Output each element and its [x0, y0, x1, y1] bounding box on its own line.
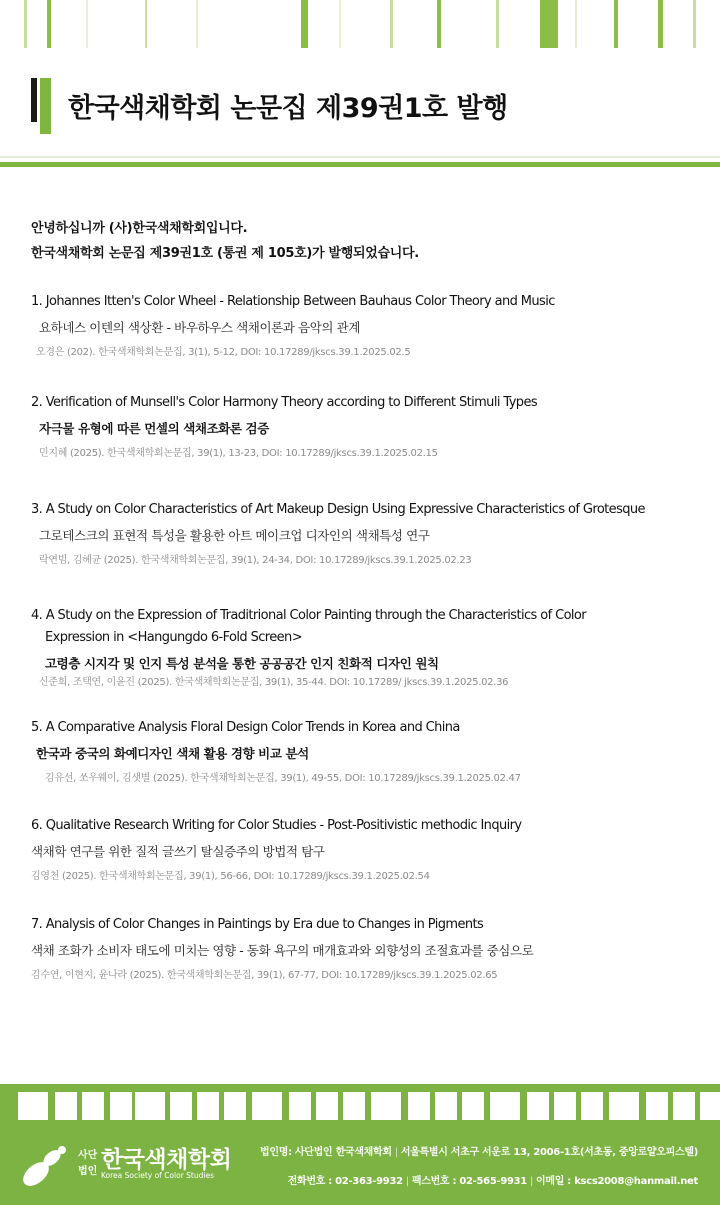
article-item [31, 605, 706, 691]
article-citation: 오경은 (202). 한국색채학회논문집, 3(1), 5-12, DOI: 10.17289/jkscs.39.1.2025.02.5 [36, 347, 411, 358]
decor-stripe [343, 1092, 365, 1120]
intro-text [31, 216, 419, 266]
article-item [31, 717, 706, 787]
decor-stripe [135, 1092, 165, 1120]
article-title-en: 6. Qualitative Research Writing for Color Studies - Post-Positivistic methodic Inquiry [31, 818, 522, 833]
decor-stripe [437, 0, 441, 48]
article-citation: 신준희, 조택연, 이윤진 (2025). 한국색채학회논문집, 39(1), 35-44. DOI: 10.17289/ jkscs.39.1.2025.02.36 [39, 677, 509, 688]
logo-name: 한국색채학회 [101, 1147, 232, 1173]
decor-stripe [197, 1092, 219, 1120]
article-item [31, 914, 706, 984]
header-divider-light [0, 156, 720, 158]
decor-stripe [86, 0, 88, 48]
article-title-ko: 요하네스 이텐의 색상환 - 바우하우스 색채이론과 음악의 관계 [39, 320, 361, 335]
decor-stripe [289, 1092, 311, 1120]
decor-stripe [301, 0, 308, 48]
article-citation: 김수연, 이현지, 윤나라 (2025). 한국색채학회논문집, 39(1), 67-77, DOI: 10.17289/jkscs.39.1.2025.02.65 [31, 970, 498, 981]
separator: | [394, 1147, 398, 1158]
decor-stripe [224, 1092, 246, 1120]
decor-stripe [462, 1092, 484, 1120]
email-address[interactable]: 이메일 : kscs2008@hanmail.net [536, 1176, 698, 1187]
decor-stripe [527, 1092, 549, 1120]
decor-stripe [110, 1092, 132, 1120]
logo-prefix: 사단 [78, 1150, 98, 1161]
society-logo-icon [18, 1140, 70, 1192]
decor-stripe [47, 0, 51, 48]
decor-stripe [18, 1092, 48, 1120]
decor-stripe [82, 1092, 104, 1120]
decor-stripe [554, 1092, 576, 1120]
fax-number: 팩스번호 : 02-565-9931 [411, 1176, 527, 1187]
decor-stripe [145, 0, 147, 48]
page-title: 한국색채학회 논문집 제39권1호 발행 [68, 93, 508, 124]
article-title-en: 4. A Study on the Expression of Traditrional Color Painting through the Characteristics of Color [31, 608, 587, 623]
decor-stripe [24, 0, 27, 48]
article-title-ko: 그로테스크의 표현적 특성을 활용한 아트 메이크업 디자인의 색채특성 연구 [39, 528, 430, 543]
decor-stripe [490, 1092, 520, 1120]
logo-name-en: Korea Society of Color Studies [101, 1171, 214, 1180]
title-bracket-green [40, 78, 51, 134]
decor-stripe [390, 0, 393, 48]
decor-stripe [700, 1092, 720, 1120]
decor-stripe [196, 0, 198, 48]
footer-contact-info [288, 1172, 698, 1187]
corp-name: 법인명: 사단법인 한국색채학회 [259, 1147, 392, 1158]
decor-stripe [540, 0, 558, 48]
article-title-en-continued: Expression in <Hangungdo 6-Fold Screen> [45, 630, 302, 645]
article-citation: 김유선, 쏘우웨이, 김샛별 (2025). 한국색채학회논문집, 39(1), 49-55, DOI: 10.17289/jkscs.39.1.2025.02.47 [45, 773, 521, 784]
article-item [31, 499, 706, 569]
article-item [31, 815, 706, 885]
announcement: 한국색채학회 논문집 제39권1호 (통권 제 105호)가 발행되었습니다. [31, 246, 419, 261]
title-bracket-dark [31, 78, 37, 122]
article-title-en: 2. Verification of Munsell's Color Harmony Theory according to Different Stimuli Types [31, 395, 538, 410]
article-title-ko: 고령층 시지각 및 인지 특성 분석을 통한 공공공간 인지 친화적 디자인 원칙 [45, 656, 439, 671]
decor-stripe [435, 1092, 457, 1120]
article-item [31, 291, 706, 361]
article-title-en: 1. Johannes Itten's Color Wheel - Relationship Between Bauhaus Color Theory and Music [31, 294, 555, 309]
article-citation: 김영천 (2025). 한국색채학회논문집, 39(1), 56-66, DOI: 10.17289/jkscs.39.1.2025.02.54 [31, 871, 430, 882]
article-title-ko: 색채 조화가 소비자 태도에 미치는 영향 - 동화 욕구의 매개효과와 외향성의 조절효과를 중심으로 [31, 943, 534, 958]
decor-stripe [614, 0, 618, 48]
article-title-en: 5. A Comparative Analysis Floral Design Color Trends in Korea and China [31, 720, 460, 735]
decor-stripe [252, 1092, 282, 1120]
article-title-en: 3. A Study on Color Characteristics of Art Makeup Design Using Expressive Characteristics of Grotesque [31, 502, 645, 517]
footer [0, 1084, 720, 1205]
decor-stripe [646, 1092, 668, 1120]
decor-stripe [575, 0, 577, 48]
decor-stripe [170, 1092, 192, 1120]
decor-stripe [658, 0, 663, 48]
phone-number: 전화번호 : 02-363-9932 [287, 1176, 403, 1187]
footer-corp-info [260, 1143, 698, 1158]
article-title-en: 7. Analysis of Color Changes in Paintings by Era due to Changes in Pigments [31, 917, 484, 932]
article-title-ko: 한국과 중국의 화예디자인 색채 활용 경향 비교 분석 [36, 746, 309, 761]
decor-stripe [693, 0, 696, 48]
separator: | [405, 1176, 409, 1187]
logo-prefix: 법인 [78, 1166, 98, 1177]
article-title-ko: 자극물 유형에 따른 먼셀의 색채조화론 검증 [39, 421, 269, 436]
decor-stripe [316, 1092, 338, 1120]
article-citation: 락연빔, 김혜균 (2025). 한국색채학회논문집, 39(1), 24-34, DOI: 10.17289/jkscs.39.1.2025.02.23 [39, 555, 472, 566]
decor-stripe [496, 0, 499, 48]
decor-stripe [371, 1092, 401, 1120]
separator: | [529, 1176, 534, 1187]
article-title-ko: 색채학 연구를 위한 질적 글쓰기 탈실증주의 방법적 탐구 [31, 844, 325, 859]
article-citation: 민지혜 (2025). 한국색채학회논문집, 39(1), 13-23, DOI: 10.17289/jkscs.39.1.2025.02.15 [39, 448, 438, 459]
header-divider [0, 162, 720, 167]
decor-stripe [581, 1092, 603, 1120]
decor-stripe [339, 0, 341, 48]
article-item [31, 392, 706, 462]
decor-stripe [609, 1092, 639, 1120]
greeting: 안녕하십니까 (사)한국색채학회입니다. [31, 221, 248, 236]
decor-stripe [55, 1092, 77, 1120]
header-banner [0, 0, 720, 170]
decor-stripe [673, 1092, 695, 1120]
decor-stripe [408, 1092, 430, 1120]
corp-address: 서울특별시 서초구 서운로 13, 2006-1호(서초동, 중앙로얄오피스텔) [400, 1147, 698, 1158]
